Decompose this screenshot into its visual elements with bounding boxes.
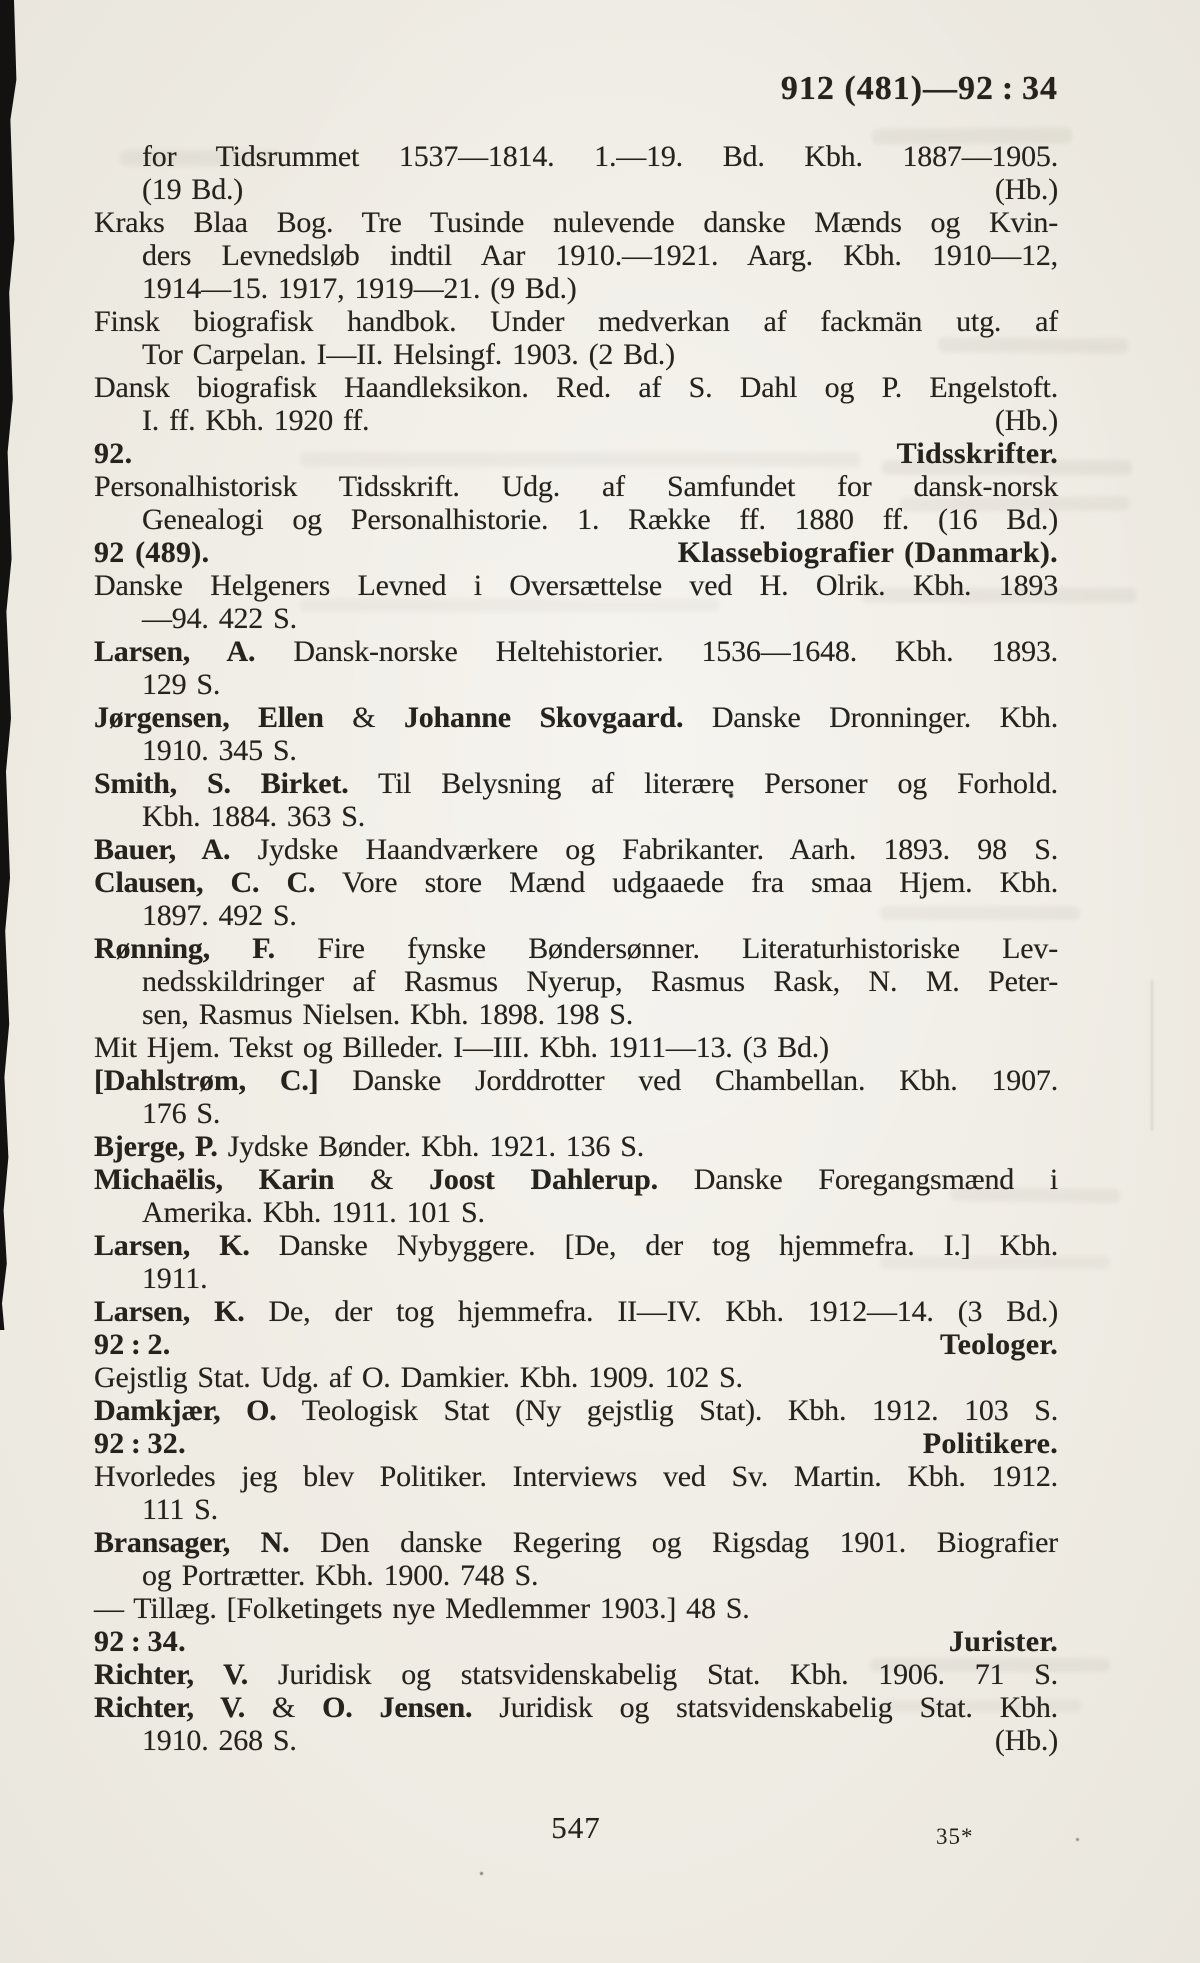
signature-mark: 35* <box>936 1824 974 1849</box>
body-text: 129 S. <box>142 668 221 701</box>
body-text: I. ff. Kbh. 1920 ff. <box>142 404 370 437</box>
entry-author-bold: Richter, V. <box>94 1691 246 1724</box>
text-line <box>94 569 1058 602</box>
section-heading-right: Jurister. <box>948 1625 1058 1658</box>
text-line <box>94 1163 1058 1196</box>
body-text: 92. <box>94 437 133 470</box>
text-line <box>94 470 1058 503</box>
text-line <box>94 371 1058 404</box>
section-heading-line <box>94 1625 1058 1658</box>
body-text: ders Levnedsløb indtil Aar 1910.—1921. Aarg. Kbh. 1910—12, <box>142 239 1058 272</box>
entry-author-bold: Michaëlis, Karin <box>94 1163 335 1196</box>
text-line <box>94 767 1058 800</box>
text-line <box>94 1064 1058 1097</box>
text-line <box>94 1130 1058 1163</box>
line-right-text: (Hb.) <box>994 1724 1058 1757</box>
entry-author-bold: Larsen, K. <box>94 1295 245 1328</box>
body-text: for Tidsrummet 1537—1814. 1.—19. Bd. Kbh. 1887—1905. <box>142 140 1058 173</box>
text-line <box>94 602 1058 635</box>
text-line <box>94 734 1058 767</box>
line-left-text <box>94 1328 171 1361</box>
body-text: Gejstlig Stat. Udg. af O. Damkier. Kbh. 1909. 102 S. <box>94 1361 743 1394</box>
body-text: 1897. 492 S. <box>142 899 297 932</box>
text-line <box>94 668 1058 701</box>
body-text: & <box>245 1691 323 1724</box>
text-line <box>94 701 1058 734</box>
line-right-text: (Hb.) <box>994 404 1058 437</box>
text-line <box>94 206 1058 239</box>
text-line <box>94 1724 1058 1757</box>
entry-author-bold: Johanne Skovgaard. <box>403 701 684 734</box>
line-left-text <box>94 1427 186 1460</box>
body-text: Dansk-norske Heltehistorier. 1536—1648. Kbh. 1893. <box>255 635 1058 668</box>
text-column <box>94 140 1058 1757</box>
section-heading-right: Klassebiografier (Danmark). <box>677 536 1058 569</box>
body-text: Juridisk og statsvidenskabelig Stat. Kbh. <box>472 1691 1058 1724</box>
text-line <box>94 338 1058 371</box>
line-left-text <box>94 1625 186 1658</box>
body-text: 92 : 2. <box>94 1328 171 1361</box>
running-head: 912 (481)—92 : 34 <box>780 70 1058 107</box>
ink-speck <box>480 1872 483 1875</box>
body-text: 92 : 34. <box>94 1625 186 1658</box>
body-text: Danske Foregangsmænd i <box>657 1163 1059 1196</box>
text-line <box>94 173 1058 206</box>
body-text: Kraks Blaa Bog. Tre Tusinde nulevende danske Mænds og Kvin- <box>94 206 1058 239</box>
entry-author-bold: Bransager, N. <box>94 1526 290 1559</box>
text-line <box>94 1295 1058 1328</box>
text-line <box>94 239 1058 272</box>
text-line <box>94 272 1058 305</box>
text-line <box>94 998 1058 1031</box>
paper-crease <box>1151 980 1153 1130</box>
entry-author-bold: Damkjær, O. <box>94 1394 277 1427</box>
ink-speck <box>1076 1838 1079 1841</box>
body-text: Juridisk og statsvidenskabelig Stat. Kbh. 1906. 71 S. <box>248 1658 1058 1691</box>
line-left-text <box>142 173 243 206</box>
body-text: Genealogi og Personalhistorie. 1. Række ff. 1880 ff. (16 Bd.) <box>142 503 1058 536</box>
text-line <box>94 800 1058 833</box>
section-heading-line <box>94 1328 1058 1361</box>
entry-author-bold: Richter, V. <box>94 1658 249 1691</box>
body-text: —94. 422 S. <box>142 602 297 635</box>
body-text: og Portrætter. Kbh. 1900. 748 S. <box>142 1559 539 1592</box>
body-text: Jydske Haandværkere og Fabrikanter. Aarh. 1893. 98 S. <box>230 833 1059 866</box>
text-line <box>94 1658 1058 1691</box>
text-line <box>94 1394 1058 1427</box>
entry-author-bold: Smith, S. Birket. <box>94 767 349 800</box>
page-number: 547 <box>551 1810 601 1845</box>
entry-author-bold: Larsen, A. <box>94 635 256 668</box>
text-line <box>94 899 1058 932</box>
body-text: 1910. 268 S. <box>142 1724 297 1757</box>
body-text: (19 Bd.) <box>142 173 244 206</box>
text-line <box>94 833 1058 866</box>
body-text: nedsskildringer af Rasmus Nyerup, Rasmus Rask, N. M. Peter- <box>142 965 1058 998</box>
text-line <box>94 140 1058 173</box>
body-text: Vore store Mænd udgaaede fra smaa Hjem. Kbh. <box>315 866 1058 899</box>
text-line <box>94 1097 1058 1130</box>
line-left-text <box>94 437 132 470</box>
body-text: & <box>334 1163 430 1196</box>
body-text: Til Belysning af literære Personer og Forhold. <box>348 767 1058 800</box>
body-text: Den danske Regering og Rigsdag 1901. Biografier <box>289 1526 1058 1559</box>
line-left-text <box>142 404 369 437</box>
text-line <box>94 503 1058 536</box>
section-heading-right: Politikere. <box>922 1427 1058 1460</box>
body-text: 111 S. <box>142 1493 218 1526</box>
body-text: 1911. <box>142 1262 208 1295</box>
line-left-text <box>94 536 209 569</box>
text-line <box>94 1526 1058 1559</box>
section-heading-line <box>94 437 1058 470</box>
text-line <box>94 866 1058 899</box>
scan-edge-artifact <box>0 0 20 1330</box>
body-text: Dansk biografisk Haandleksikon. Red. af S. Dahl og P. Engelstoft. <box>94 371 1058 404</box>
text-line <box>94 932 1058 965</box>
line-right-text: (Hb.) <box>994 173 1058 206</box>
text-line <box>94 1361 1058 1394</box>
entry-author-bold: Joost Dahlerup. <box>429 1163 658 1196</box>
body-text: 92 : 32. <box>94 1427 186 1460</box>
body-text: De, der tog hjemmefra. II—IV. Kbh. 1912—14. (3 Bd.) <box>244 1295 1058 1328</box>
body-text: — Tillæg. [Folketingets nye Medlemmer 1903.] 48 S. <box>94 1592 750 1625</box>
text-line <box>94 965 1058 998</box>
body-text: Kbh. 1884. 363 S. <box>142 800 366 833</box>
entry-author-bold: Rønning, F. <box>94 932 275 965</box>
section-heading-line <box>94 1427 1058 1460</box>
text-line <box>94 1031 1058 1064</box>
section-heading-right: Tidsskrifter. <box>896 437 1058 470</box>
body-text: Jydske Bønder. Kbh. 1921. 136 S. <box>217 1130 644 1163</box>
text-line <box>94 1262 1058 1295</box>
body-text: 1914—15. 1917, 1919—21. (9 Bd.) <box>142 272 577 305</box>
body-text: Finsk biografisk handbok. Under medverkan af fackmän utg. af <box>94 305 1058 338</box>
body-text: Tor Carpelan. I—II. Helsingf. 1903. (2 Bd.) <box>142 338 675 371</box>
text-line <box>94 404 1058 437</box>
body-text: Teologisk Stat (Ny gejstlig Stat). Kbh. 1912. 103 S. <box>276 1394 1058 1427</box>
text-line <box>94 305 1058 338</box>
entry-author-bold: [Dahlstrøm, C.] <box>94 1064 319 1097</box>
body-text: & <box>323 701 404 734</box>
body-text: Danske Nybyggere. [De, der tog hjemmefra. I.] Kbh. <box>249 1229 1059 1262</box>
entry-author-bold: Bjerge, P. <box>94 1130 218 1163</box>
section-heading-line <box>94 536 1058 569</box>
text-line <box>94 1229 1058 1262</box>
text-line <box>94 1493 1058 1526</box>
body-text: Hvorledes jeg blev Politiker. Interviews ved Sv. Martin. Kbh. 1912. <box>94 1460 1058 1493</box>
text-line <box>94 1691 1058 1724</box>
line-left-text <box>142 1724 297 1757</box>
body-text: Amerika. Kbh. 1911. 101 S. <box>142 1196 485 1229</box>
body-text: Danske Jorddrotter ved Chambellan. Kbh. 1907. <box>318 1064 1058 1097</box>
body-text: 92 (489). <box>94 536 210 569</box>
entry-author-bold: Clausen, C. C. <box>94 866 316 899</box>
text-line <box>94 1196 1058 1229</box>
entry-author-bold: Larsen, K. <box>94 1229 250 1262</box>
body-text: Fire fynske Bøndersønner. Literaturhistoriske Lev- <box>274 932 1058 965</box>
body-text: Personalhistorisk Tidsskrift. Udg. af Samfundet for dansk-norsk <box>94 470 1058 503</box>
body-text: 176 S. <box>142 1097 221 1130</box>
text-line <box>94 1460 1058 1493</box>
body-text: Mit Hjem. Tekst og Billeder. I—III. Kbh. 1911—13. (3 Bd.) <box>94 1031 829 1064</box>
text-line <box>94 635 1058 668</box>
entry-author-bold: O. Jensen. <box>322 1691 473 1724</box>
entry-author-bold: Jørgensen, Ellen <box>94 701 324 734</box>
text-line <box>94 1592 1058 1625</box>
body-text: 1910. 345 S. <box>142 734 297 767</box>
entry-author-bold: Bauer, A. <box>94 833 231 866</box>
body-text: Danske Helgeners Levned i Oversættelse ved H. Olrik. Kbh. 1893 <box>94 569 1058 602</box>
text-line <box>94 1559 1058 1592</box>
body-text: Danske Dronninger. Kbh. <box>683 701 1058 734</box>
section-heading-right: Teologer. <box>940 1328 1058 1361</box>
body-text: sen, Rasmus Nielsen. Kbh. 1898. 198 S. <box>142 998 634 1031</box>
